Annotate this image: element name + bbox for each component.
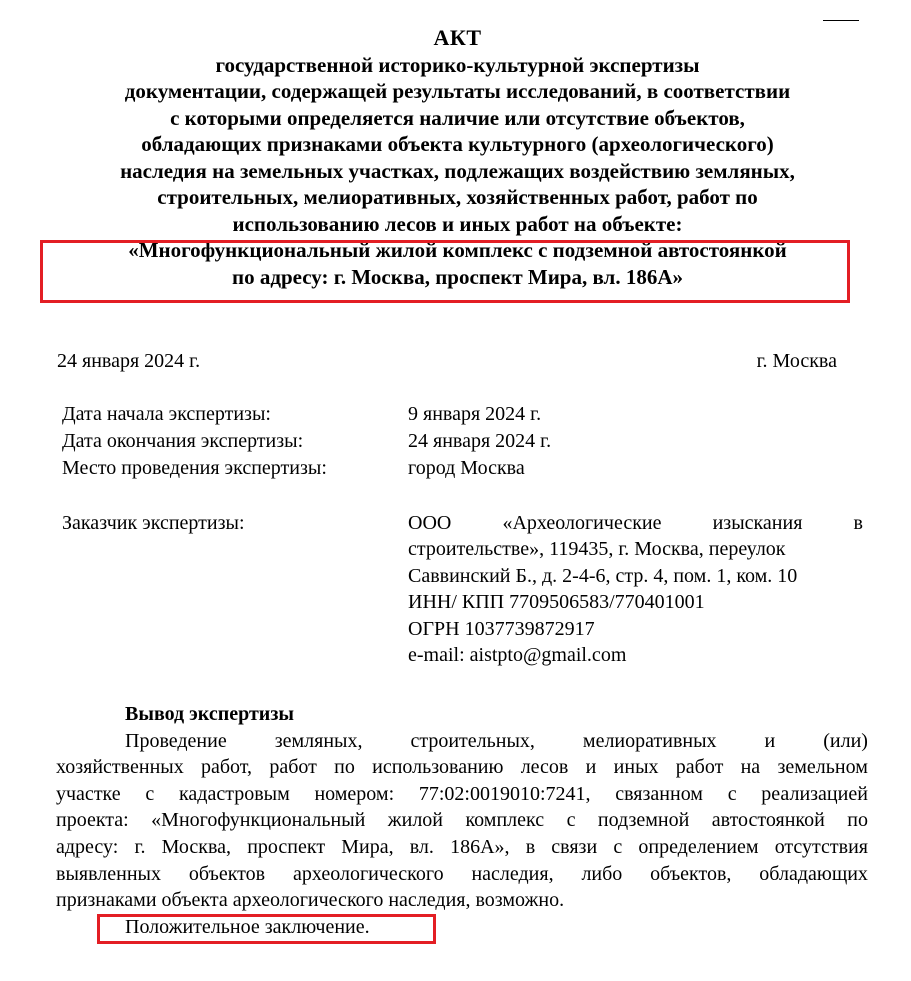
title-act: АКТ: [433, 25, 482, 50]
customer-address: строительстве», 119435, г. Москва, переулок: [408, 538, 786, 561]
word: Проведение: [125, 729, 227, 752]
word: с: [566, 809, 576, 832]
word: связи: [551, 835, 598, 858]
word: номером:: [314, 782, 395, 805]
conclusion-block: [56, 701, 868, 940]
word: строительных,: [410, 729, 535, 752]
highlight-box-positive-conclusion: [97, 914, 436, 944]
top-rule: [823, 20, 859, 21]
word: земляных,: [274, 729, 363, 752]
word: использованию: [372, 756, 504, 779]
act-city: г. Москва: [756, 350, 837, 372]
word: хозяйственных: [56, 756, 184, 779]
customer-line-1: [408, 510, 863, 536]
word: 77:02:0019010:7241,: [418, 782, 591, 805]
info-value: город Москва: [408, 457, 525, 479]
word: выявленных: [56, 862, 161, 885]
word: связанном: [615, 782, 703, 805]
word: либо: [581, 862, 623, 885]
word: работ: [675, 756, 724, 779]
word: участке: [56, 782, 121, 805]
conclusion-line: [56, 781, 868, 808]
word: объектов,: [650, 862, 732, 885]
word: жилой: [387, 809, 444, 832]
word: земельном: [777, 756, 868, 779]
word: определением: [638, 835, 759, 858]
word: отсутствия: [774, 835, 868, 858]
act-date: 24 января 2024 г.: [57, 350, 201, 372]
title-line: государственной историко-культурной экспертизы: [215, 52, 700, 77]
word: иных: [613, 756, 659, 779]
word: комплекс: [465, 809, 545, 832]
word: г.: [134, 835, 146, 858]
title-line: использованию лесов и иных работ на объекте:: [232, 211, 683, 236]
word: и: [764, 729, 776, 752]
word: археологического: [292, 862, 444, 885]
word: в: [853, 512, 863, 534]
customer-ogrn: ОГРН 1037739872917: [408, 617, 595, 640]
info-label: Дата начала экспертизы:: [62, 403, 271, 425]
title-line: обладающих признаками объекта культурного (археологического): [141, 132, 774, 156]
title-line: строительных, мелиоративных, хозяйственных работ, работ по: [157, 185, 758, 209]
customer-email: e-mail: aistpto@gmail.com: [408, 644, 627, 667]
word: с: [613, 835, 623, 858]
word: и: [585, 756, 597, 779]
date-row: [57, 348, 837, 374]
word: 186А»,: [450, 835, 510, 858]
word: Мира,: [341, 835, 394, 858]
word: работ,: [201, 756, 253, 779]
info-value: 24 января 2024 г.: [408, 430, 552, 452]
conclusion-line: признаками объекта археологического наследия, возможно.: [56, 889, 565, 912]
word: адресу:: [56, 835, 119, 858]
info-label: Дата окончания экспертизы:: [62, 430, 304, 452]
customer-address: Саввинский Б., д. 2-4-6, стр. 4, пом. 1, ком. 10: [408, 564, 798, 587]
word: кадастровым: [178, 782, 290, 805]
word: по: [334, 756, 355, 779]
title-line: наследия на земельных участках, подлежащих воздействию земляных,: [120, 158, 795, 183]
info-value: 9 января 2024 г.: [408, 403, 542, 425]
word: проспект: [247, 835, 326, 858]
word: по: [847, 809, 868, 832]
word: с: [727, 782, 737, 805]
word: на: [740, 756, 761, 779]
positive-conclusion: Положительное заключение.: [125, 915, 370, 938]
word: наследия,: [471, 862, 554, 885]
word: лесов: [520, 756, 569, 779]
highlight-box-object-name: [40, 240, 850, 303]
word: вл.: [409, 835, 434, 858]
conclusion-line: [56, 807, 868, 834]
word: «Многофункциональный: [151, 809, 366, 832]
word: работ: [269, 756, 317, 779]
word: в: [525, 835, 536, 858]
conclusion-line: [56, 728, 868, 755]
word: Москва,: [161, 835, 232, 858]
word: автостоянкой: [711, 809, 825, 832]
conclusion-line: [56, 861, 868, 888]
object-name-line: «Многофункциональный жилой комплекс с подземной автостоянкой: [128, 238, 787, 262]
word: «Археологические: [502, 512, 662, 534]
customer-details: [408, 510, 863, 668]
word: с: [145, 782, 155, 805]
conclusion-heading: Вывод экспертизы: [125, 703, 294, 725]
conclusion-line: [56, 754, 868, 781]
word: мелиоративных: [582, 729, 717, 752]
conclusion-line: [56, 834, 868, 861]
word: подземной: [597, 809, 690, 832]
customer-label: Заказчик экспертизы:: [62, 512, 245, 534]
word: изыскания: [712, 512, 803, 534]
word: проекта:: [56, 809, 129, 832]
customer-inn: ИНН/ КПП 7709506583/770401001: [408, 591, 705, 614]
word: объектов: [188, 862, 266, 885]
info-label: Место проведения экспертизы:: [62, 457, 327, 479]
title-line: с которыми определяется наличие или отсутствие объектов,: [170, 105, 745, 130]
word: реализацией: [761, 782, 868, 805]
word: ООО: [408, 512, 452, 534]
word: (или): [823, 729, 868, 752]
word: обладающих: [759, 862, 868, 885]
title-line: документации, содержащей результаты исследований, в соответствии: [124, 79, 791, 103]
object-name-line: по адресу: г. Москва, проспект Мира, вл. 186А»: [231, 264, 683, 289]
